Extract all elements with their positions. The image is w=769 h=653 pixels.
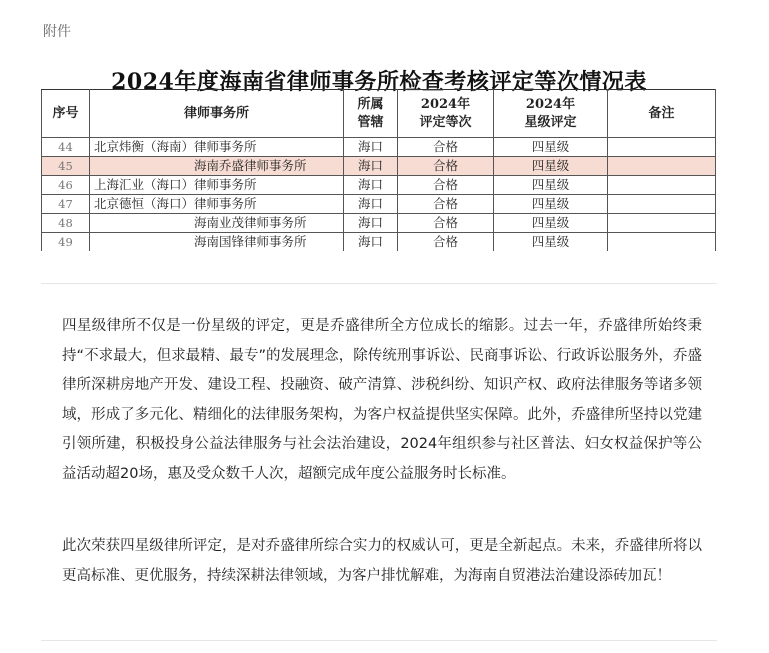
row-remarks: [608, 176, 716, 195]
row-star: 四星级: [494, 157, 608, 176]
row-grade: 合格: [398, 214, 494, 233]
row-remarks: [608, 138, 716, 157]
attachment-image: [41, 19, 717, 251]
row-firm: 海南业茂律师事务所: [90, 214, 344, 233]
row-grade: 合格: [398, 157, 494, 176]
header-firm: 律师事务所: [90, 90, 344, 138]
section-divider-bottom: [41, 640, 717, 641]
attachment-label: 附件: [43, 24, 71, 40]
row-star: 四星级: [494, 233, 608, 252]
row-jurisdiction: 海口: [344, 176, 398, 195]
table-row: [42, 138, 716, 157]
row-star: 四星级: [494, 214, 608, 233]
article-body-continued: [62, 532, 702, 591]
row-jurisdiction: 海口: [344, 233, 398, 252]
row-firm: 海南国锋律师事务所: [90, 233, 344, 252]
header-star-line1: 2024年: [525, 96, 576, 112]
table-header-row: [42, 90, 716, 138]
row-index: 45: [42, 157, 90, 176]
row-remarks: [608, 214, 716, 233]
article-paragraph-2: 此次荣获四星级律所评定，是对乔盛律所综合实力的权威认可，更是全新起点。未来，乔盛律所将以更高标准、更优服务，持续深耕法律领域，为客户排忧解难，为海南自贸港法治建设添砖加瓦！: [62, 538, 702, 584]
row-remarks: [608, 157, 716, 176]
header-grade-line2: 评定等次: [419, 114, 472, 130]
section-divider-top: [41, 283, 717, 284]
document-title: 2024年度海南省律师事务所检查考核评定等次情况表: [111, 69, 647, 95]
table-row: [42, 214, 716, 233]
article-paragraph-1: 四星级律所不仅是一份星级的评定，更是乔盛律所全方位成长的缩影。过去一年，乔盛律所始终秉持“不求最大，但求最精、最专”的发展理念，除传统刑事诉讼、民商事诉讼、行政诉讼服务外，乔盛律所深耕房地产开发、建设工程、投融资、破产清算、涉税纠纷、知识产权、政府法律服务等诸多领域，形成了多元化、精细化的法律服务架构，为客户权益提供坚实保障。此外，乔盛律所坚持以党建引领所建，积极投身公益法律服务与社会法治建设，2024年组织参与社区普法、妇女权益保护等公益活动超20场，惠及受众数千人次，超额完成年度公益服务时长标准。: [62, 318, 702, 482]
table-row: [42, 233, 716, 252]
article-body: [62, 312, 702, 489]
row-star: 四星级: [494, 138, 608, 157]
header-index: 序号: [42, 90, 90, 138]
header-star: [494, 90, 608, 138]
row-remarks: [608, 195, 716, 214]
table-row: [42, 176, 716, 195]
row-firm: 海南乔盛律师事务所: [90, 157, 344, 176]
row-grade: 合格: [398, 138, 494, 157]
row-remarks: [608, 233, 716, 252]
row-firm: 北京德恒（海口）律师事务所: [90, 195, 344, 214]
row-star: 四星级: [494, 176, 608, 195]
header-star-line2: 星级评定: [524, 114, 577, 130]
row-grade: 合格: [398, 176, 494, 195]
row-jurisdiction: 海口: [344, 157, 398, 176]
header-grade: [398, 90, 494, 138]
table-row: [42, 195, 716, 214]
header-jurisdiction-line1: 所属: [357, 96, 384, 112]
row-jurisdiction: 海口: [344, 214, 398, 233]
row-index: 47: [42, 195, 90, 214]
row-grade: 合格: [398, 233, 494, 252]
row-firm: 上海汇业（海口）律师事务所: [90, 176, 344, 195]
row-index: 44: [42, 138, 90, 157]
header-remarks: 备注: [608, 90, 716, 138]
row-index: 49: [42, 233, 90, 252]
row-grade: 合格: [398, 195, 494, 214]
header-jurisdiction-line2: 管辖: [357, 114, 384, 130]
table-row-highlighted: [42, 157, 716, 176]
grade-table: [41, 89, 716, 251]
header-grade-line1: 2024年: [420, 96, 471, 112]
row-index: 48: [42, 214, 90, 233]
row-index: 46: [42, 176, 90, 195]
row-jurisdiction: 海口: [344, 138, 398, 157]
row-jurisdiction: 海口: [344, 195, 398, 214]
row-star: 四星级: [494, 195, 608, 214]
row-firm: 北京炜衡（海南）律师事务所: [90, 138, 344, 157]
header-jurisdiction: [344, 90, 398, 138]
